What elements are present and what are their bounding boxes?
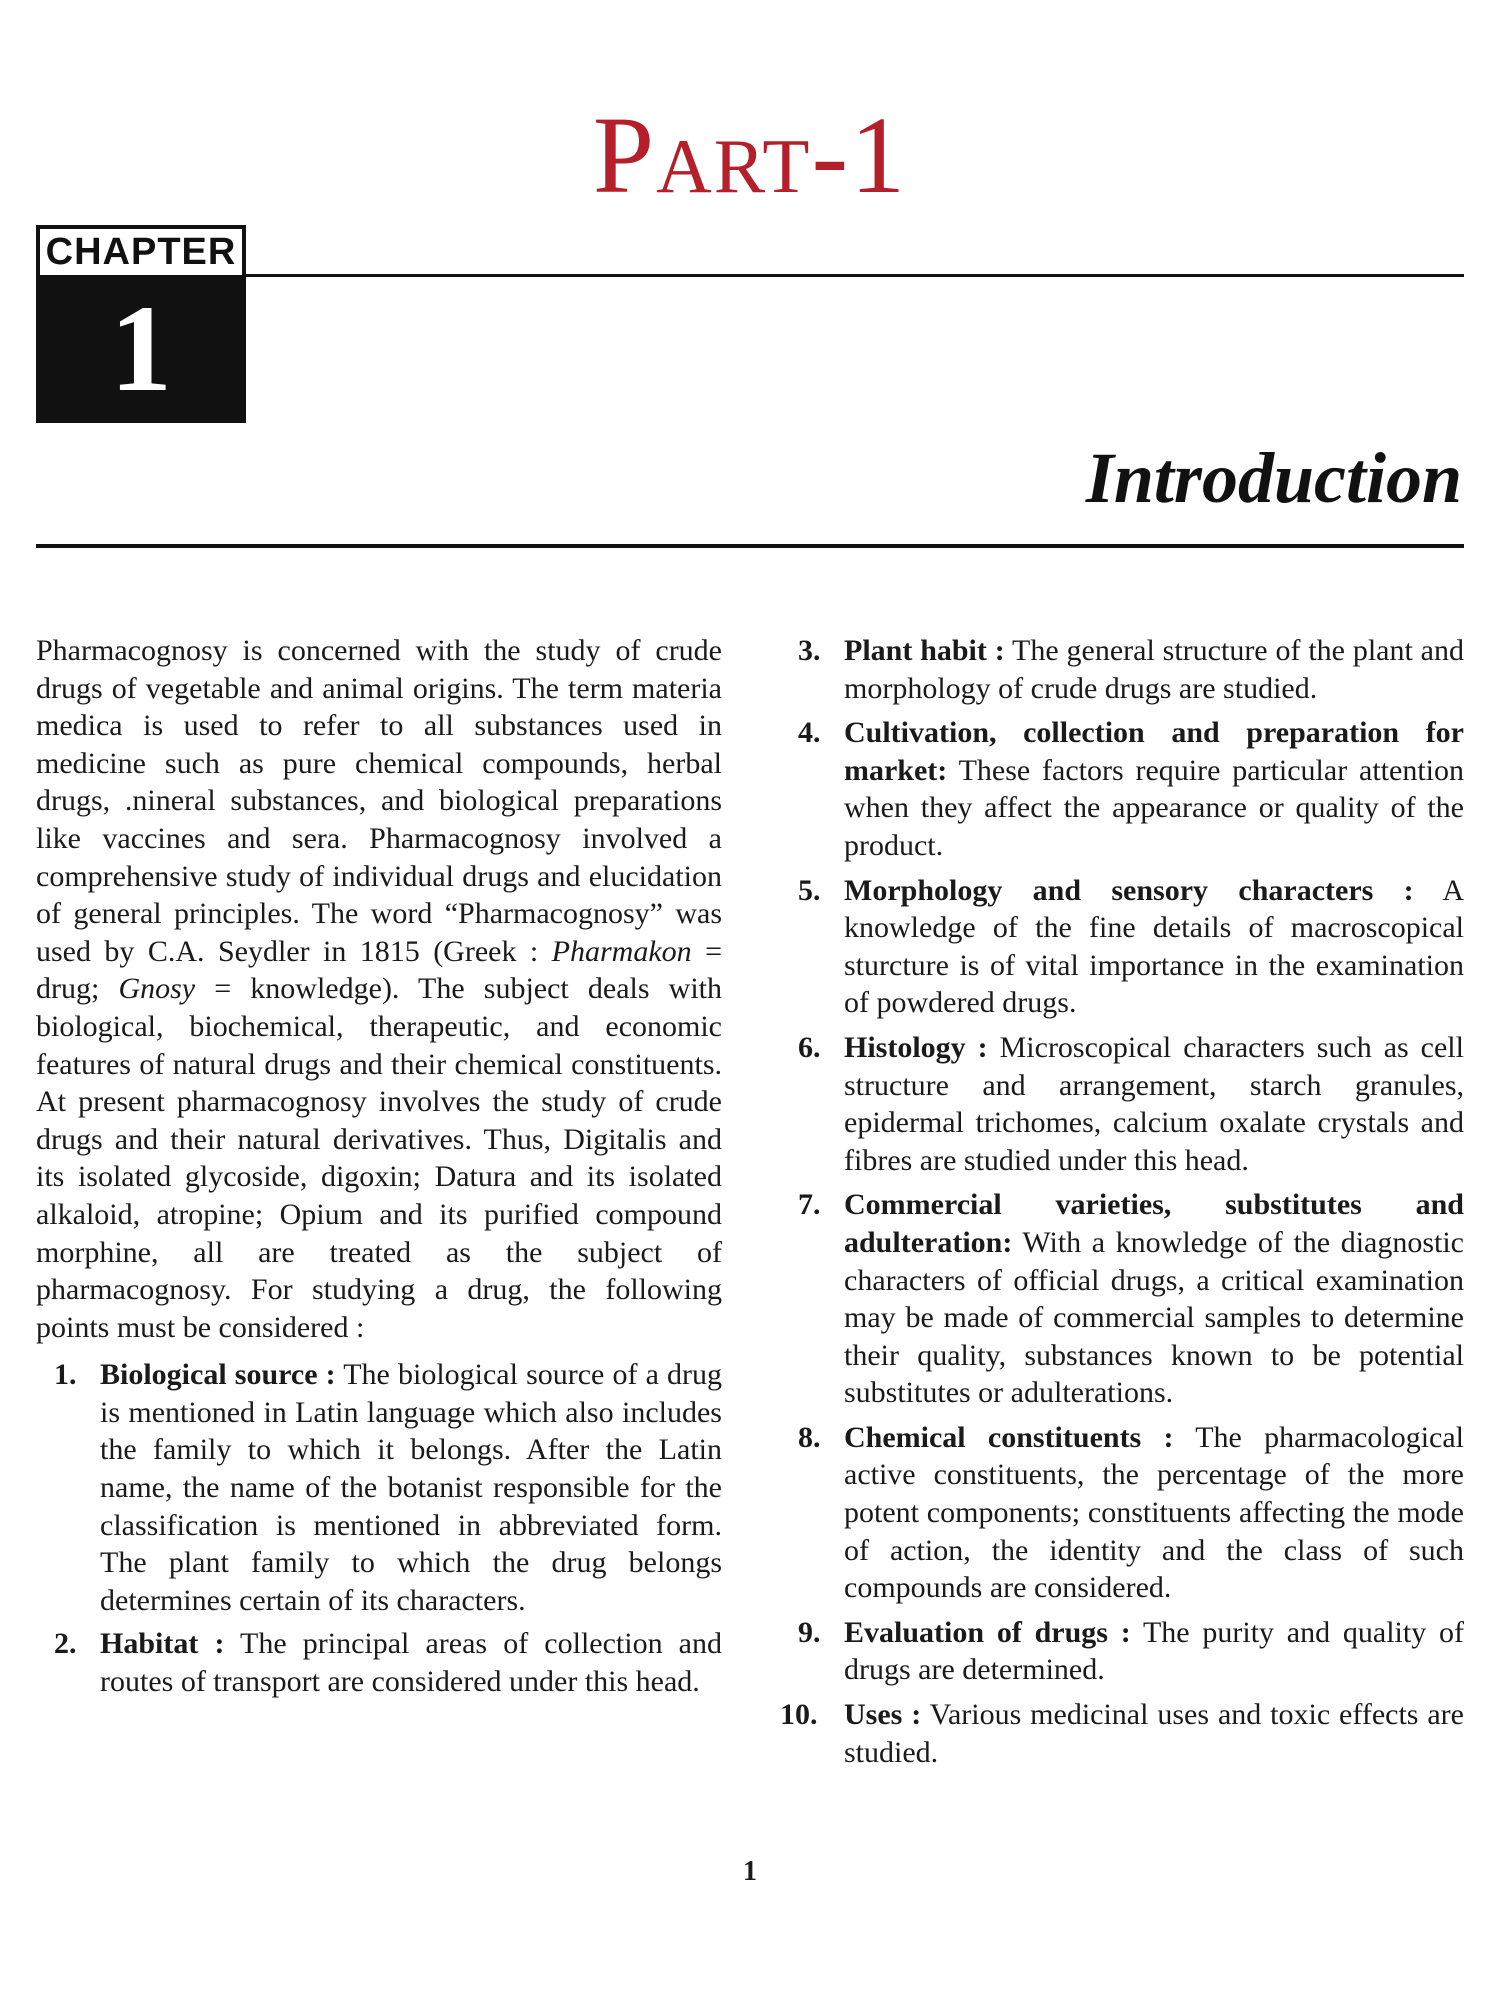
greek-term-gnosy: Gnosy <box>118 972 196 1006</box>
list-item <box>776 632 1464 707</box>
intro-paragraph <box>36 632 722 1346</box>
left-column <box>36 632 722 1707</box>
item-term: Plant habit : <box>844 634 1005 667</box>
list-item <box>36 1625 722 1700</box>
list-item <box>776 1029 1464 1179</box>
item-term: Chemical constituents : <box>844 1420 1174 1454</box>
item-number: 4. <box>798 716 821 750</box>
item-number: 1. <box>54 1358 77 1392</box>
item-number: 6. <box>798 1030 821 1064</box>
list-item <box>776 1186 1464 1412</box>
chapter-label: CHAPTER <box>40 229 242 275</box>
item-text: These factors require particular attention when they affect the appearance or quality of the product. <box>844 753 1464 862</box>
item-text: Microscopical characters such as cell structure and arrangement, starch granules, epidermal trichomes, calcium oxalate crystals and fibres are studied under this head. <box>844 1030 1464 1177</box>
item-term: Evaluation of drugs : <box>844 1615 1131 1649</box>
right-column <box>776 632 1464 1778</box>
item-text: The pharmacological active constituents, the percentage of the more potent components; constituents affecting the mode of action, the identity and the class of such compounds are considered. <box>844 1420 1464 1605</box>
intro-text-1: Pharmacognosy is concerned with the study of crude drugs of vegetable and animal origins. The term materia medica is used to refer to all substances used in medicine such as pure chemical compounds, herbal drugs, .nineral substances, and biological preparations like vaccines and sera. Pharmacognosy involved a comprehensive study of individual drugs and elucidation of general principles. The word “Pharmacognosy” was used by C.A. Seydler in 1815 (Greek : <box>36 634 722 968</box>
item-number: 10. <box>780 1698 818 1732</box>
item-term: Uses : <box>844 1698 922 1732</box>
item-text: The purity and quality of drugs are determined. <box>844 1615 1464 1687</box>
list-item <box>776 714 1464 864</box>
header-rule-top <box>246 274 1464 277</box>
part-title: Part-1 <box>592 94 908 216</box>
list-item <box>776 1419 1464 1607</box>
chapter-badge <box>36 225 246 423</box>
item-number: 3. <box>798 634 821 667</box>
list-item <box>776 872 1464 1022</box>
page-number: 1 <box>743 1856 757 1887</box>
intro-text-3: = knowledge). The subject deals with biological, biochemical, therapeutic, and economic features of natural drugs and their chemical constituents. At present pharmacognosy involves the study of crude drugs and their natural derivatives. Thus, Digitalis and its isolated glycoside, digoxin; Datura and its isolated alkaloid, atropine; Opium and its purified compound morphine, all are treated as the subject of pharmacognosy. For studying a drug, the following points must be considered : <box>36 972 723 1344</box>
item-number: 2. <box>54 1627 77 1661</box>
points-list-left <box>36 1356 722 1700</box>
header-rule-bottom <box>36 544 1464 548</box>
item-term: Habitat : <box>100 1627 225 1661</box>
item-number: 9. <box>798 1615 821 1649</box>
item-term: Biological source : <box>100 1358 336 1392</box>
intro-text-2: = drug; <box>36 934 722 1006</box>
item-number: 5. <box>798 873 821 907</box>
list-item <box>776 1696 1464 1771</box>
item-number: 7. <box>798 1188 821 1222</box>
list-item <box>776 1614 1464 1689</box>
item-text: The general structure of the plant and morphology of crude drugs are studied. <box>844 634 1464 705</box>
chapter-number: 1 <box>110 280 172 417</box>
item-number: 8. <box>798 1420 821 1454</box>
chapter-title: Introduction <box>1085 438 1462 518</box>
greek-term-pharmakon: Pharmakon <box>551 934 692 968</box>
item-text: Various medicinal uses and toxic effects are studied. <box>844 1698 1464 1769</box>
item-term: Morphology and sensory characters : <box>844 873 1414 907</box>
item-text: The principal areas of collection and routes of transport are considered under this head. <box>100 1627 722 1699</box>
item-text: The biological source of a drug is mentioned in Latin language which also includes the family to which it belongs. After the Latin name, the name of the botanist responsible for the classification is mentioned in abbreviated form. The plant family to which the drug belongs determines certain of its characters. <box>100 1358 722 1617</box>
item-text: With a knowledge of the diagnostic characters of official drugs, a critical examination may be made of commercial samples to determine their quality, substances known to be potential substitutes or adulterations. <box>844 1225 1464 1410</box>
item-text: A knowledge of the fine details of macroscopical sturcture is of vital importance in the examination of powdered drugs. <box>844 873 1464 1020</box>
list-item <box>36 1356 722 1619</box>
item-term: Cultivation, collection and preparation for market: <box>844 716 1464 787</box>
item-term: Commercial varieties, substitutes and adulteration: <box>844 1188 1464 1259</box>
item-term: Histology : <box>844 1030 988 1064</box>
points-list-right <box>776 632 1464 1771</box>
